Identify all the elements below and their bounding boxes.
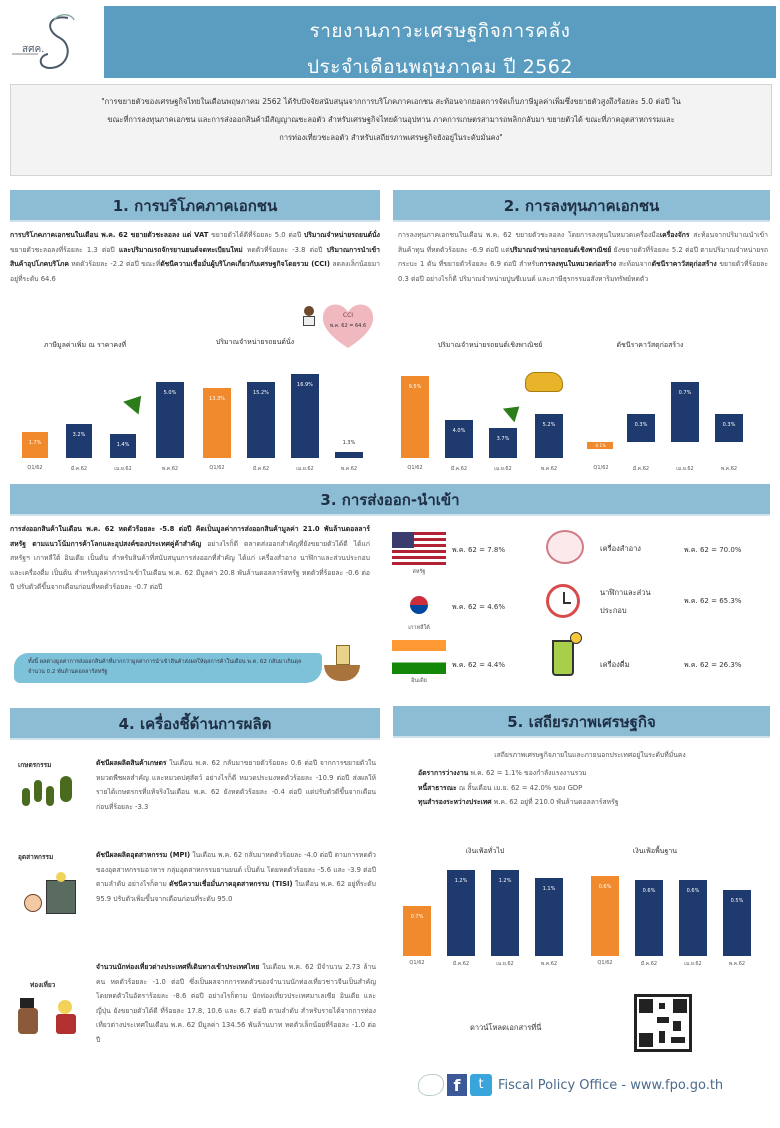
chart-commercial-vehicles: ปริมาณจำหน่ายรถยนต์เชิงพาณิชย์ 9.5% 4.0% 3.7% 5.2% Q1/62 มี.ค.62 เม.ย.62 พ.ค.62 (395, 330, 585, 480)
report-subtitle: ประจำเดือนพฤษภาคม ปี 2562 (307, 56, 573, 78)
section-2-header: 2. การลงทุนภาคเอกชน (393, 190, 770, 222)
stability-intro: เสถียรภาพเศรษฐกิจภายในและภายนอกประเทศอยู่ในระดับที่มั่นคง (494, 751, 686, 759)
chart-passenger-cars: ปริมาณจำหน่ายรถยนต์นั่ง 13.3% 15.2% 16.9% 1.3% Q1/62 มี.ค.62 เม.ย.62 พ.ค.62 (195, 330, 385, 480)
unemployment-line: อัตราการว่างงาน พ.ค. 62 = 1.1% ของกำลังแรงงานรวม (418, 769, 587, 777)
section-3-text: การส่งออกสินค้าในเดือน พ.ค. 62 หดตัวร้อยละ -5.8 ต่อปี คิดเป็นมูลค่าการส่งออกสินค้ามูลค่า 21.0 พันล้านดอลลาร์สหรัฐ ตามแนวโน้มการค้าโลกและอุปสงค์ของประเทศคู่ค้าสำคัญ อย่างไรก็ดี ตลาดส่งออกสำคัญที่ยังขยายตัวได้ดี ได้แก่ สหรัฐฯ เกาหลีใต้ อินเดีย เป็นต้น สำหรับสินค้าที่สนับสนุนการส่งออกที่สำคัญ ได้แก่ เครื่องสำอาง นาฬิกาและส่วนประกอบ และเครื่องดื่ม เป็นต้น สำหรับมูลค่าการนำเข้าในเดือน พ.ค. 62 มีมูลค่า 20.8 พันล้านดอลลาร์สหรัฐ หดตัวที่ร้อยละ -0.6 ต่อปี ปรับตัวดีขึ้นจากเดือนก่อนที่หดตัวร้อยละ -0.7 ต่อปี (10, 525, 370, 591)
product-label: เครื่องสำอาง (600, 544, 641, 553)
country-label: เกาหลีใต้ (408, 625, 430, 631)
country-label: สหรัฐ (412, 569, 426, 575)
green-up-arrow-icon (503, 400, 525, 423)
yellow-car-icon (525, 372, 563, 392)
fpo-small-logo (418, 1074, 444, 1096)
chart-construction-materials: ดัชนีราคาวัสดุก่อสร้าง -0.1% 0.3% 0.7% 0.3% Q1/62 มี.ค.62 เม.ย.62 พ.ค.62 (585, 330, 775, 480)
report-title: รายงานภาวะเศรษฐกิจการคลัง (309, 20, 571, 42)
chart-core-inflation: เงินเฟ้อพื้นฐาน 0.6% 0.6% 0.6% 0.5% Q1/62 มี.ค.62 เม.ย.62 พ.ค.62 (585, 830, 775, 970)
website-link[interactable]: Fiscal Policy Office - www.fpo.go.th (498, 1077, 724, 1093)
twitter-icon[interactable]: t (470, 1074, 492, 1096)
korea-flag-icon (392, 588, 446, 622)
product-value: พ.ค. 62 = 26.3% (684, 661, 742, 669)
tourism-label: ท่องเที่ยว (30, 981, 56, 989)
alarm-clock-icon (546, 584, 580, 618)
consumer-figure-icon (300, 306, 318, 328)
facebook-icon[interactable]: f (447, 1074, 467, 1096)
fpo-logo (8, 8, 100, 78)
section-5-header: 5. เสถียรภาพเศรษฐกิจ (393, 706, 770, 738)
product-value: พ.ค. 62 = 65.3% (684, 597, 742, 605)
cci-heart-badge: CCI พ.ค. 62 = 64.6 (320, 300, 376, 350)
crops-icon (20, 776, 78, 816)
download-label: ดาวน์โหลดเอกสารที่นี่ (470, 1023, 542, 1032)
chart-headline-inflation: เงินเฟ้อทั่วไป 0.7% 1.2% 1.2% 1.1% Q1/62 มี.ค.62 เม.ย.62 พ.ค.62 (395, 830, 585, 970)
product-label: เครื่องดื่ม (600, 660, 630, 669)
treasure-ship-icon (322, 645, 362, 685)
country-value: พ.ค. 62 = 7.8% (452, 546, 505, 554)
section-1-text: การบริโภคภาคเอกชนในเดือน พ.ค. 62 ขยายตัวชะลอลง แต่ VAT ขยายตัวได้ดีที่ร้อยละ 5.0 ต่อปี ปริมาณจำหน่ายรถยนต์นั่ง ขยายตัวชะลอลงที่ร้อยละ 1.3 ต่อปี และปริมาณรถจักรยานยนต์จดทะเบียนใหม่ หดตัวที่ร้อยละ -3.8 ต่อปี ปริมาณการนำเข้าสินค้าอุปโภคบริโภค หดตัวร้อยละ -2.2 ต่อปี ขณะที่ดัชนีความเชื่อมั่นผู้บริโภคเกี่ยวกับเศรษฐกิจโดยรวม (CCI) ลดลงเล็กน้อยมาอยู่ที่ระดับ 64.6 (10, 231, 380, 283)
section-3-header: 3. การส่งออก-นำเข้า (10, 484, 770, 516)
product-label: นาฬิกาและส่วนประกอบ (600, 588, 651, 615)
india-flag-icon (392, 640, 446, 674)
report-title-banner (104, 6, 776, 78)
usa-flag-icon (392, 532, 446, 566)
svg-text:สศค.: สศค. (22, 44, 45, 55)
reserves-line: ทุนสำรองระหว่างประเทศ พ.ค. 62 อยู่ที่ 210.0 พันล้านดอลลาร์สหรัฐ (418, 798, 619, 806)
section-2-text: การลงทุนภาคเอกชนในเดือน พ.ค. 62 ขยายตัวชะลอลง โดยการลงทุนในหมวดเครื่องมือเครื่องจักร สะท้อนจากปริมาณนำเข้าสินค้าทุน ที่หดตัวร้อยละ -6.9 ต่อปี แต่ปริมาณจำหน่ายรถยนต์เชิงพาณิชย์ ยังขยายตัวที่ร้อยละ 5.2 ต่อปี ตามปริมาณจำหน่ายรถกระบะ 1 ตัน ที่ขยายตัวร้อยละ 6.9 ต่อปี สำหรับการลงทุนในหมวดก่อสร้าง สะท้อนจากดัชนีราคาวัสดุก่อสร้าง ขยายตัวที่ร้อยละ 0.3 ต่อปี อย่างไรก็ดี ปริมาณจำหน่ายปูนซีเมนต์ และภาษีธุรกรรมอสังหาริมทรัพย์หดตัว (398, 231, 768, 283)
factory-worker-icon (24, 872, 80, 922)
section-1-header: 1. การบริโภคภาคเอกชน (10, 190, 380, 222)
tourism-text: จำนวนนักท่องเที่ยวต่างประเทศที่เดินทางเข้าประเทศไทย ในเดือน พ.ค. 62 มีจำนวน 2.73 ล้านคน หดตัวร้อยละ -1.0 ต่อปี ซึ่งเป็นผลจากการหดตัวของจำนวนนักท่องเที่ยวชาวจีนเป็นสำคัญ โดยหดตัวในอัตราร้อยละ -8.6 ต่อปี อย่างไรก็ตาม นักท่องเที่ยวประเทศมาเลเซีย อินเดีย และญี่ปุ่น ยังขยายตัวได้ดี ที่ร้อยละ 17.8, 10.6 และ 6.7 ต่อปี ตามลำดับ สำหรับรายได้จากการท่องเที่ยวต่างประเทศในเดือน พ.ค. 62 มีมูลค่า 134.56 พันล้านบาท หดตัวเล็กน้อยที่ร้อยละ -1.0 ต่อปี (96, 963, 376, 1044)
tourists-icon (18, 998, 82, 1040)
country-value: พ.ค. 62 = 4.6% (452, 603, 505, 611)
stability-list (418, 766, 758, 810)
industry-label: อุตสาหกรรม (18, 853, 54, 861)
drink-icon (552, 640, 574, 676)
executive-summary: "การขยายตัวของเศรษฐกิจไทยในเดือนพฤษภาคม 2562 ได้รับปัจจัยสนับสนุนจากการบริโภคภาคเอกชน สะท้อนจากยอดการจัดเก็บภาษีมูลค่าเพิ่มซึ่งขยายตัวสูงถึงร้อยละ 5.0 ต่อปี ในขณะที่การลงทุนภาคเอกชน และการส่งออกสินค้ามีสัญญาณชะลอตัว สำหรับเศรษฐกิจไทยด้านอุปทาน ภาคการเกษตรสามารถพลิกกลับมา ขยายตัวได้ ขณะที่ภาคอุตสาหกรรมและการท่องเที่ยวชะลอตัว สำหรับเสถียรภาพเศรษฐกิจยังอยู่ในระดับมั่นคง" (10, 84, 772, 176)
country-label: อินเดีย (411, 678, 427, 684)
public-debt-line: หนี้สาธารณะ ณ สิ้นเดือน เม.ย. 62 = 42.0% ของ GDP (418, 783, 583, 792)
qr-code[interactable] (634, 994, 692, 1052)
industry-text: ดัชนีผลผลิตอุตสาหกรรม (MPI) ในเดือน พ.ค. 62 กลับมาหดตัวร้อยละ -4.0 ต่อปี ตามการหดตัวของอุตสาหกรรมอาหาร กลุ่มอุตสาหกรรมยานยนต์ เป็นต้น โดยหดตัวร้อยละ -5.6 และ -3.9 ต่อปี ตามลำดับ อย่างไรก็ตาม ดัชนีความเชื่อมั่นภาคอุตสาหกรรม (TISI) ในเดือน พ.ค. 62 อยู่ที่ระดับ 95.9 ปรับตัวเพิ่มขึ้นจากเดือนก่อนที่ระดับ 95.0 (96, 851, 377, 903)
cosmetics-icon (546, 530, 584, 564)
chart-vat: ภาษีมูลค่าเพิ่ม ณ ราคาคงที่ 1.7% 3.2% 1.4% 5.0% Q1/62 มี.ค.62 เม.ย.62 พ.ค.62 (10, 330, 200, 480)
footer (418, 1070, 723, 1100)
agriculture-text: ดัชนีผลผลิตสินค้าเกษตร ในเดือน พ.ค. 62 กลับมาขยายตัวร้อยละ 0.6 ต่อปี จากการขยายตัวในหมวดพืชผลสำคัญ และหมวดปศุสัตว์ อย่างไรก็ดี หมวดประมงหดตัวร้อยละ -10.9 ต่อปี ส่งผลให้รายได้เกษตรกรที่แท้จริงในเดือน พ.ค. 62 ยังหดตัวร้อยละ -0.4 ต่อปี แต่ปรับตัวดีขึ้นจากเดือนก่อนที่ร้อยละ -3.3 (96, 759, 376, 811)
product-value: พ.ค. 62 = 70.0% (684, 546, 742, 554)
green-up-arrow-icon (123, 389, 149, 414)
country-value: พ.ค. 62 = 4.4% (452, 661, 505, 669)
trade-balance-note: ทั้งนี้ ผลต่างมูลค่าการส่งออกสินค้าที่มากกว่ามูลค่าการนำเข้าสินค้าส่งผลให้ดุลการค้าในเดือน พ.ค. 62 กลับมาเกินดุลจำนวน 0.2 พันล้านดอลลาร์สหรัฐ (14, 653, 322, 683)
agriculture-label: เกษตรกรรม (18, 761, 52, 769)
section-4-header: 4. เครื่องชี้ด้านการผลิต (10, 708, 380, 740)
